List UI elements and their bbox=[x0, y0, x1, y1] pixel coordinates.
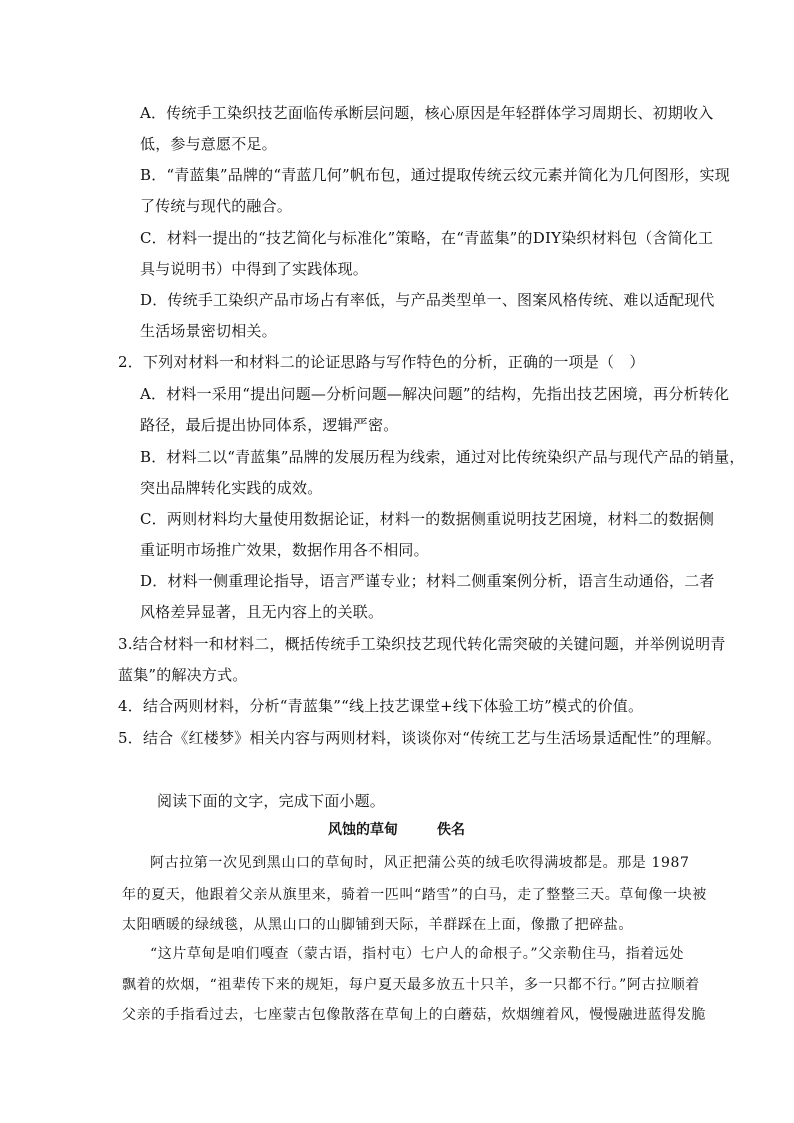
story-paragraph-line: 飘着的炊烟，“祖辈传下来的规矩，每户夏天最多放五十只羊，多一只都不行。”阿古拉顺着 bbox=[122, 977, 700, 993]
q2-option-a-line2: 路径，最后提出协同体系，逻辑严密。 bbox=[140, 416, 399, 434]
story-paragraph-line: 父亲的手指看过去，七座蒙古包像散落在草甸上的白蘑菇，炊烟缠着风，慢慢融进蓝得发脆 bbox=[122, 1007, 706, 1023]
story-author: 佚名 bbox=[437, 822, 465, 838]
q2-option-c-line2: 重证明市场推广效果，数据作用各不相同。 bbox=[140, 541, 429, 559]
q3-line1: 3.结合材料一和材料二，概括传统手工染织技艺现代转化需突破的关键问题，并举例说明青 bbox=[118, 635, 726, 653]
q1-option-c-line2: 具与说明书）中得到了实践体现。 bbox=[140, 260, 369, 278]
q2-option-b-line2: 突出品牌转化实践的成效。 bbox=[140, 479, 323, 497]
q2-stem: 2．下列对材料一和材料二的论证思路与写作特色的分析，正确的一项是（ ） bbox=[118, 353, 645, 371]
q2-option-c-line1: C．两则材料均大量使用数据论证，材料一的数据侧重说明技艺困境，材料二的数据侧 bbox=[140, 510, 715, 528]
q5-stem: 5．结合《红楼梦》相关内容与两则材料，谈谈你对“传统工艺与生活场景适配性”的理解。 bbox=[118, 729, 722, 747]
story-paragraph-line: 年的夏天，他跟着父亲从旗里来，骑着一匹叫“踏雪”的白马，走了整整三天。草甸像一块被 bbox=[122, 887, 707, 903]
q1-option-a-line1: A．传统手工染织技艺面临传承断层问题，核心原因是年轻群体学习周期长、初期收入 bbox=[140, 104, 714, 122]
story-paragraph-line: “这片草甸是咱们嘎查（蒙古语，指村屯）七户人的命根子。”父亲勒住马，指着远处 bbox=[150, 946, 685, 962]
q1-option-d-line1: D．传统手工染织产品市场占有率低，与产品类型单一、图案风格传统、难以适配现代 bbox=[140, 291, 715, 309]
q1-option-b-line2: 了传统与现代的融合。 bbox=[140, 197, 293, 215]
story-paragraph-line: 太阳晒暖的绿绒毯，从黑山口的山脚铺到天际，羊群踩在上面，像撒了把碎盐。 bbox=[122, 917, 633, 933]
story-title: 风蚀的草甸 bbox=[328, 822, 398, 838]
q2-option-b-line1: B．材料二以“青蓝集”品牌的发展历程为线索，通过对比传统染织产品与现代产品的销量， bbox=[140, 448, 745, 466]
q2-option-d-line1: D．材料一侧重理论指导，语言严谨专业；材料二侧重案例分析，语言生动通俗，二者 bbox=[140, 572, 715, 590]
q2-option-d-line2: 风格差异显著，且无内容上的关联。 bbox=[140, 603, 384, 621]
q1-option-c-line1: C．材料一提出的“技艺简化与标准化”策略，在“青蓝集”的DIY染织材料包（含简化工 bbox=[140, 229, 714, 247]
q1-option-a-line2: 低，参与意愿不足。 bbox=[140, 135, 277, 153]
q1-option-d-line2: 生活场景密切相关。 bbox=[140, 322, 277, 340]
reading-intro: 阅读下面的文字，完成下面小题。 bbox=[157, 792, 386, 810]
q1-option-b-line1: B．“青蓝集”品牌的“青蓝几何”帆布包，通过提取传统云纹元素并简化为几何图形，实现 bbox=[140, 166, 730, 184]
q2-option-a-line1: A．材料一采用“提出问题—分析问题—解决问题”的结构，先指出技艺困境，再分析转化 bbox=[140, 385, 730, 403]
story-paragraph-line: 阿古拉第一次见到黑山口的草甸时，风正把蒲公英的绒毛吹得满坡都是。那是 1987 bbox=[150, 855, 690, 871]
q4-stem: 4．结合两则材料，分析“青蓝集”“线上技艺课堂+线下体验工坊”模式的价值。 bbox=[118, 697, 644, 715]
q3-line2: 蓝集”的解决方式。 bbox=[118, 666, 248, 684]
